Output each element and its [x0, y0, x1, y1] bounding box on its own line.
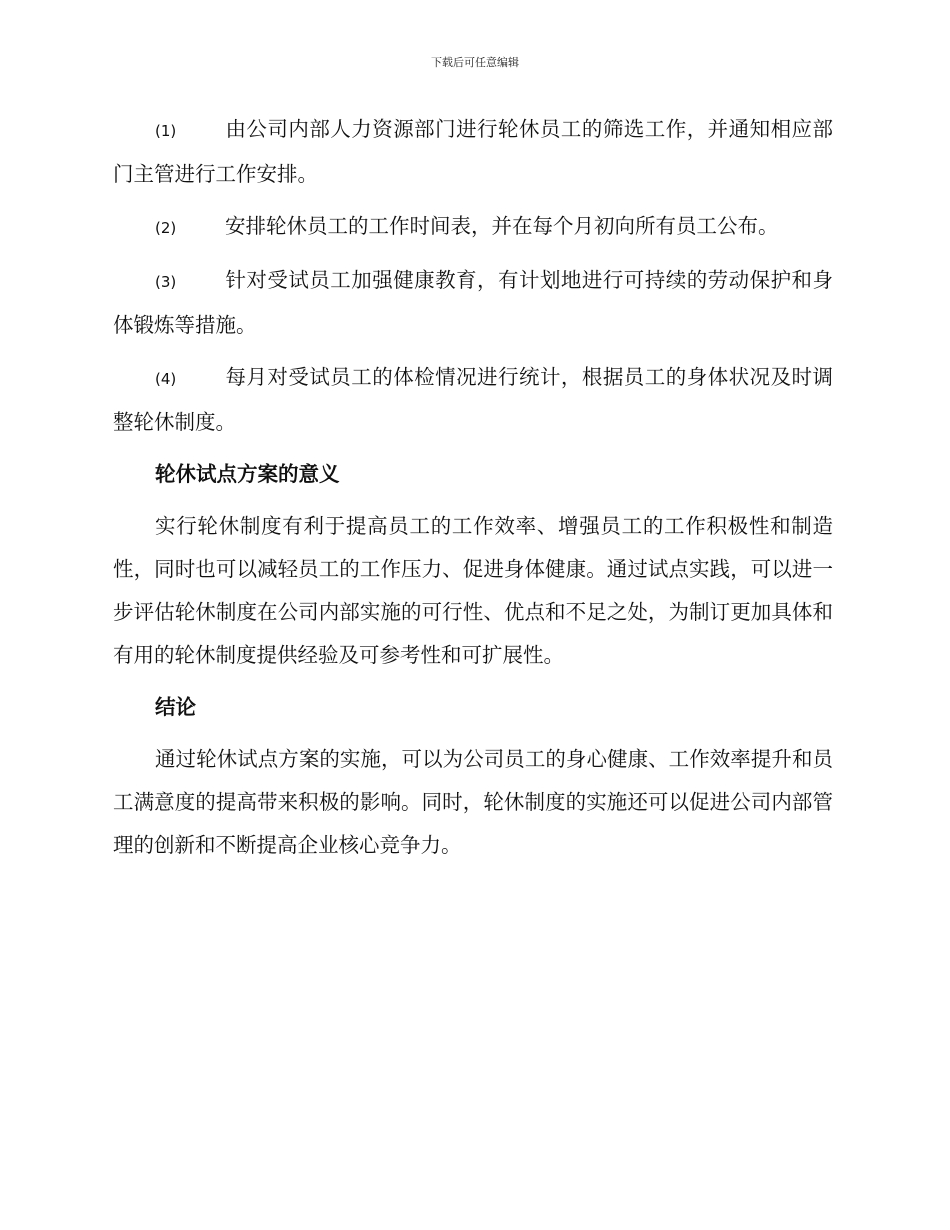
paragraph-significance: 实行轮休制度有利于提高员工的工作效率、增强员工的工作积极性和制造性，同时也可以减轻员工的工作压力、促进身体健康。通过试点实践，可以进一步评估轮休制度在公司内部实施的可行性、优点和不足之处，为制订更加具体和有用的轮休制度提供经验及可参考性和可扩展性。 — [113, 514, 833, 667]
list-text: 每月对受试员工的体检情况进行统计，根据员工的身体状况及时调整轮休制度。 — [113, 365, 833, 434]
page-header: 下载后可任意编辑 — [431, 56, 519, 69]
list-text: 针对受试员工加强健康教育，有计划地进行可持续的劳动保护和身体锻炼等措施。 — [113, 268, 833, 337]
section-heading-significance: 轮休试点方案的意义 — [155, 462, 340, 486]
section-heading-conclusion: 结论 — [155, 695, 196, 719]
list-item-4 — [113, 356, 833, 444]
list-item-2 — [113, 205, 833, 250]
list-number: (4) — [155, 370, 177, 388]
list-item-3 — [113, 259, 833, 347]
list-text: 由公司内部人力资源部门进行轮休员工的筛选工作，并通知相应部门主管进行工作安排。 — [113, 117, 833, 186]
list-item-1 — [113, 108, 833, 196]
list-number: (1) — [155, 122, 177, 140]
paragraph-conclusion: 通过轮休试点方案的实施，可以为公司员工的身心健康、工作效率提升和员工满意度的提高带来积极的影响。同时，轮休制度的实施还可以促进公司内部管理的创新和不断提高企业核心竞争力。 — [113, 747, 833, 857]
list-number: (2) — [155, 219, 177, 237]
list-number: (3) — [155, 273, 177, 291]
list-text: 安排轮休员工的工作时间表，并在每个月初向所有员工公布。 — [225, 214, 779, 238]
document-body — [113, 108, 833, 876]
